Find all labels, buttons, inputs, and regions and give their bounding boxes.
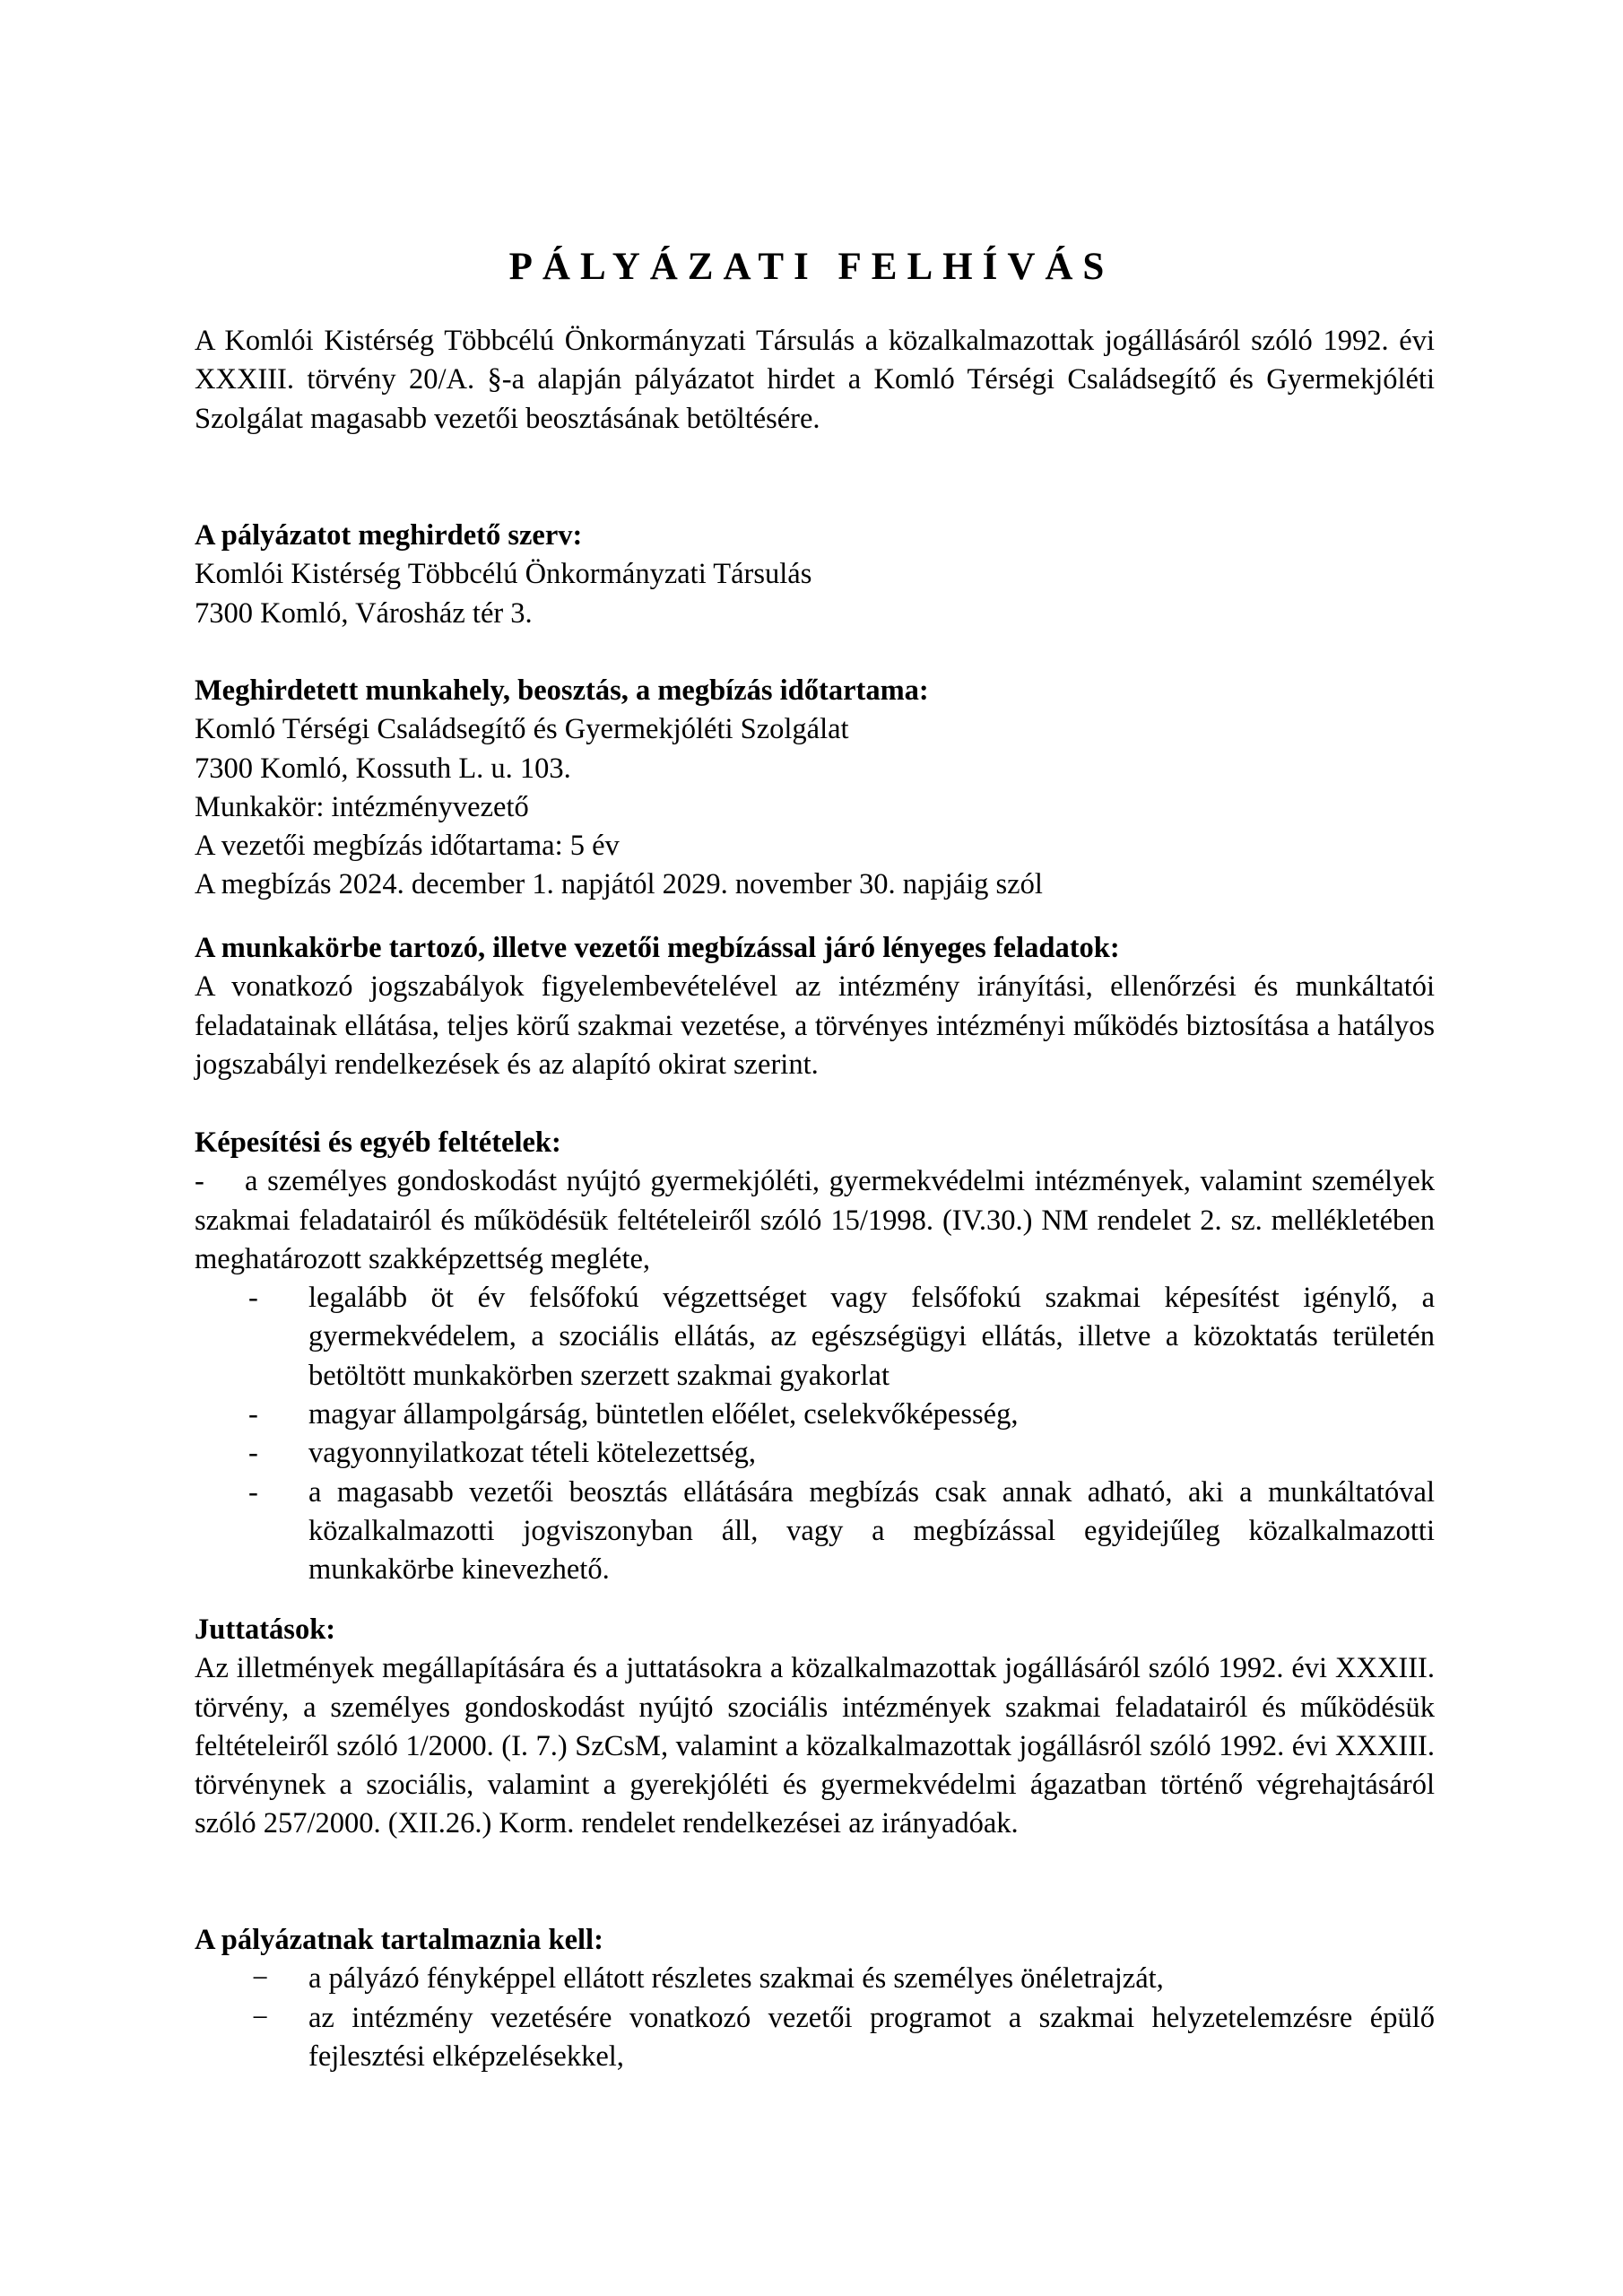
requirement-item [248, 1396, 1435, 1434]
contents-item [252, 1999, 1435, 2077]
duties-section [195, 929, 1435, 1084]
workplace-line: A vezetői megbízás időtartama: 5 év [195, 830, 620, 863]
intro-paragraph: A Komlói Kistérség Többcélú Önkormányzati Társulás a közalkalmazottak jogállásáról szóló 1992. évi XXXIII. törvény 20/A. §-a alapján pályázatot hirdet a Komló Térségi Családsegítő és Gyermekjóléti Szolgálat magasabb vezetői beosztásának betöltésére. [195, 325, 1435, 435]
dash-bullet: - [248, 1437, 258, 1470]
contents-heading: A pályázatnak tartalmaznia kell: [195, 1924, 603, 1956]
benefits-heading: Juttatások: [195, 1613, 336, 1646]
workplace-line: 7300 Komló, Kossuth L. u. 103. [195, 752, 571, 785]
dash-bullet: - [248, 1282, 258, 1315]
requirements-section [195, 1124, 1435, 1590]
requirement-text: magyar állampolgárság, büntetlen előélet, cselekvőképesség, [308, 1398, 1019, 1431]
contents-item [252, 1960, 1435, 1998]
announcer-heading: A pályázatot meghirdető szerv: [195, 519, 583, 552]
announcer-line: 7300 Komló, Városház tér 3. [195, 596, 533, 630]
workplace-section [195, 672, 1435, 905]
announcer-section [195, 517, 1435, 633]
workplace-line: Munkakör: intézményvezető [195, 790, 529, 823]
benefits-text: Az illetmények megállapítására és a juttatásokra a közalkalmazottak jogállásáról szóló 1992. évi XXXIII. törvény, a személyes gondoskodást nyújtó szociális intézmények szakmai feladatairól és működésük feltételeiről szóló 1/2000. (I. 7.) SzCsM, valamint a közalkalmazottak jogállásról szóló 1992. évi XXXIII. törvénynek a szociális, valamint a gyerekjóléti és gyermekvédelmi ágazatban történő végrehajtásáról szóló 257/2000. (XII.26.) Korm. rendelet rendelkezései az irányadóak. [195, 1652, 1435, 1840]
dash-bullet: - [248, 1398, 258, 1431]
requirement-text: legalább öt év felsőfokú végzettséget vagy felsőfokú szakmai képesítést igénylő, a gyermekvédelem, a szociális ellátás, az egészségügyi ellátás, illetve a közoktatás területén betöltött munkakörben szerzett szakmai gyakorlat [308, 1282, 1435, 1392]
workplace-line: A megbízás 2024. december 1. napjától 2029. november 30. napjáig szól [195, 868, 1043, 901]
page-title: PÁLYÁZATI FELHÍVÁS [508, 246, 1115, 288]
benefits-section [195, 1611, 1435, 1844]
requirements-heading: Képesítési és egyéb feltételek: [195, 1126, 561, 1159]
requirement-text: a magasabb vezetői beosztás ellátására megbízás csak annak adható, aki a munkáltatóval közalkalmazotti jogviszonyban áll, vagy a megbízással egyidejűleg közalkalmazotti munkakörbe kinevezhető. [308, 1475, 1435, 1587]
dash-bullet: − [252, 2001, 269, 2034]
contents-text: az intézmény vezetésére vonatkozó vezetői programot a szakmai helyzetelemzésre épülő fejlesztési elképzelésekkel, [308, 2001, 1435, 2073]
workplace-heading: Meghirdetett munkahely, beosztás, a megbízás időtartama: [195, 674, 929, 707]
dash-bullet: - [248, 1475, 258, 1509]
contents-section [195, 1921, 1435, 2076]
requirement-item [195, 1162, 1435, 1279]
requirement-text: vagyonnyilatkozat tételi kötelezettség, [308, 1437, 757, 1470]
announcer-line: Komlói Kistérség Többcélú Önkormányzati Társulás [195, 558, 812, 591]
requirement-item [248, 1279, 1435, 1396]
dash-bullet: - [195, 1165, 204, 1198]
workplace-line: Komló Térségi Családsegítő és Gyermekjóléti Szolgálat [195, 713, 849, 746]
contents-text: a pályázó fényképpel ellátott részletes szakmai és személyes önéletrajzát, [308, 1962, 1164, 1996]
requirement-item [248, 1474, 1435, 1590]
dash-bullet: − [252, 1962, 269, 1996]
requirement-item [248, 1434, 1435, 1473]
duties-text: A vonatkozó jogszabályok figyelembevételével az intézmény irányítási, ellenőrzési és munkáltatói feladatainak ellátása, teljes körű szakmai vezetése, a törvényes intézményi működés biztosítása a hatályos jogszabályi rendelkezések és az alapító okirat szerint. [195, 970, 1435, 1081]
duties-heading: A munkakörbe tartozó, illetve vezetői megbízással járó lényeges feladatok: [195, 932, 1120, 964]
requirement-text: a személyes gondoskodást nyújtó gyermekjóléti, gyermekvédelmi intézmények, valamint személyek szakmai feladatairól és működésük feltételeiről szóló 15/1998. (IV.30.) NM rendelet 2. sz. mellékletében meghatározott szakképzettség megléte, [195, 1165, 1435, 1275]
